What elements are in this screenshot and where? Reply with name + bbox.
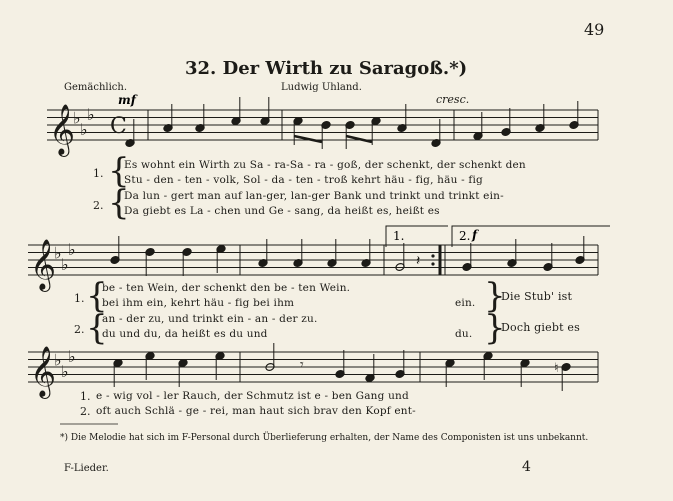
verse-number: 1. [80, 390, 91, 403]
flat-sign: ♭ [61, 254, 69, 274]
rest: 𝄽 [416, 253, 421, 269]
flat-sign: ♭ [61, 361, 69, 381]
page-number: 49 [584, 20, 605, 39]
lyric-line: bei ihm ein, kehrt häu - fig bei ihm [102, 297, 295, 309]
lyric-line: an - der zu, und trinkt ein - an - der zu. [102, 313, 318, 325]
treble-clef: 𝄞 [30, 346, 57, 397]
lyric-line: be - ten Wein, der schenkt den be - ten Wein. [102, 282, 351, 294]
lyric-line: Es wohnt ein Wirth zu Sa - ra-Sa - ra - goß, der schenkt, der schenkt den [124, 159, 526, 171]
verse-number: 2. [93, 199, 104, 212]
rest: 𝄾 [300, 357, 304, 373]
dynamic-f: f [472, 228, 478, 242]
flat-sign: ♭ [68, 346, 76, 366]
footer-sheet-number: 4 [522, 459, 531, 475]
lyric-line: ein. [455, 297, 476, 309]
verse-brace: } [484, 308, 506, 348]
lyric-line: e - wig vol - ler Rauch, der Schmutz ist e - ben Gang und [96, 390, 409, 402]
tempo-marking: Gemächlich. [64, 82, 128, 93]
lyric-line: Die Stub' ist [501, 290, 573, 303]
footer-signature: F-Lieder. [64, 463, 109, 474]
beam [294, 136, 372, 142]
flat-sign: ♭ [87, 104, 95, 124]
flat-sign: ♭ [54, 243, 62, 263]
lyricist: Ludwig Uhland. [281, 82, 362, 93]
lyric-line: Stu - den - ten - volk, Sol - da - ten - troß kehrt häu - fig, häu - fig [124, 174, 483, 186]
verse-number: 2. [74, 323, 85, 336]
volta-first-label: 1. [393, 229, 405, 243]
flat-sign: ♭ [68, 239, 76, 259]
repeat-dot [431, 254, 434, 257]
verse-number: 2. [80, 405, 91, 418]
flat-sign: ♭ [54, 350, 62, 370]
natural-sign: ♮ [554, 361, 559, 376]
dynamic-cresc: cresc. [436, 93, 470, 106]
lyric-line: Da giebt es La - chen und Ge - sang, da heißt es, heißt es [124, 205, 440, 217]
treble-clef: 𝄞 [49, 104, 76, 155]
flat-sign: ♭ [73, 108, 81, 128]
repeat-dot [431, 262, 434, 265]
song-title: 32. Der Wirth zu Saragoß.*) [185, 58, 468, 79]
verse-brace: { [108, 151, 130, 191]
dynamic-mf: mf [118, 93, 136, 107]
lyric-line: Doch giebt es [501, 321, 580, 334]
volta-brackets [386, 226, 610, 247]
treble-clef: 𝄞 [30, 239, 57, 290]
footnote: *) Die Melodie hat sich im F-Personal durch Überlieferung erhalten, der Name des Componisten ist uns unbekannt. [60, 433, 589, 443]
verse-brace: { [86, 276, 108, 316]
lyric-line: oft auch Schlä - ge - rei, man haut sich brav den Kopf ent- [96, 405, 416, 417]
verse-brace: { [86, 308, 108, 348]
verse-brace: { [108, 183, 130, 223]
volta-second-label: 2. [459, 229, 471, 243]
verse-number: 1. [74, 292, 85, 305]
lyric-line: du und du, da heißt es du und [102, 328, 268, 340]
flat-sign: ♭ [80, 119, 88, 139]
lyric-line: Da lun - gert man auf lan-ger, lan-ger Bank und trinkt und trinkt ein- [124, 190, 504, 202]
verse-brace: } [484, 276, 506, 316]
verse-number: 1. [93, 167, 104, 180]
time-signature: C [110, 114, 127, 139]
lyric-line: du. [455, 328, 473, 340]
